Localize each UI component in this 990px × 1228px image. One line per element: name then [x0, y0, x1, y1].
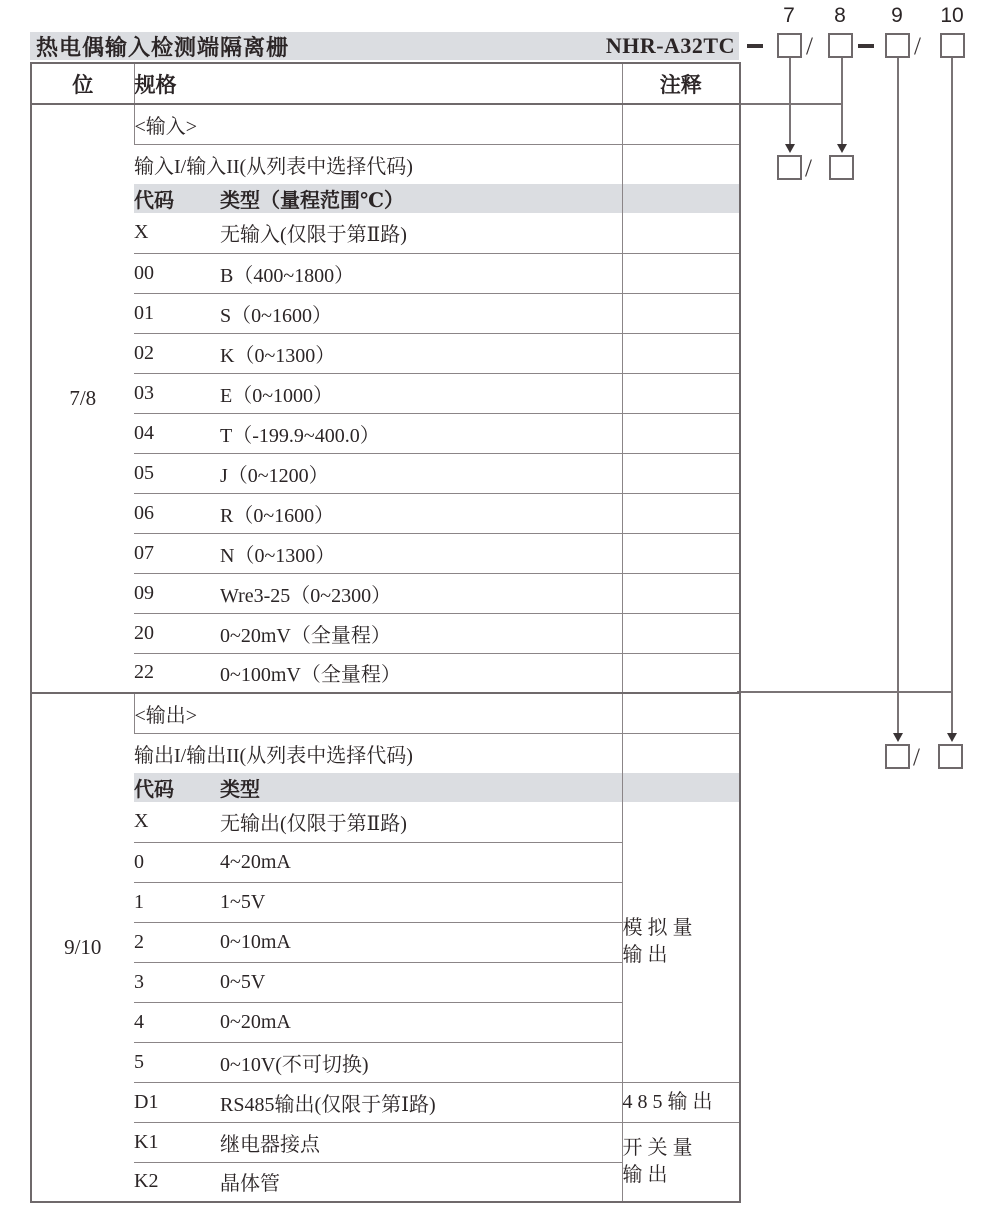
- arrow-down-icon: [837, 144, 847, 153]
- spec-value-cell: [134, 1042, 622, 1082]
- type-value: 0~10V(不可切换): [220, 1053, 369, 1076]
- spec-value-flex: [134, 807, 622, 836]
- type-value: 0~5V: [220, 970, 266, 993]
- arrow-down-icon: [785, 144, 795, 153]
- table-header-row: [31, 63, 740, 104]
- note-text: 输出: [622, 1163, 673, 1186]
- bit-cell: [31, 693, 134, 1202]
- spec-value-flex: [134, 891, 622, 914]
- table-row: [31, 453, 740, 493]
- spec-value-cell: [134, 293, 622, 333]
- spec-value-cell: [134, 922, 622, 962]
- code-position-label-9: 9: [891, 4, 903, 27]
- code-header-label: 代码: [134, 190, 174, 212]
- type-header-label: 类型（量程范围℃）: [220, 190, 404, 212]
- spec-value-flex: [134, 619, 622, 648]
- code-value: 09: [134, 581, 154, 604]
- subtitle-label: 输入I/输入II(从列表中选择代码): [134, 155, 413, 178]
- spec-value-cell: [134, 253, 622, 293]
- table-row: [31, 333, 740, 373]
- table-row: [31, 1082, 740, 1122]
- code-header-label: 代码: [134, 779, 174, 801]
- code-value: 07: [134, 541, 154, 564]
- code-value: 4: [134, 1010, 144, 1033]
- note-cell: [622, 1082, 740, 1122]
- code-value: K2: [134, 1170, 159, 1193]
- table-row: [31, 533, 740, 573]
- note-text: 模拟量: [622, 916, 698, 939]
- code-value: 20: [134, 621, 154, 644]
- type-value: 晶体管: [220, 1173, 280, 1196]
- spec-value-flex: [134, 1167, 622, 1196]
- code-value: 22: [134, 661, 154, 684]
- spec-value-flex: [134, 658, 622, 687]
- spec-subtitle-cell: [134, 733, 622, 773]
- type-value: N（0~1300）: [220, 544, 336, 567]
- spec-value-flex: [134, 459, 622, 488]
- type-header-label: 类型: [220, 779, 260, 801]
- spec-table: [30, 62, 741, 1203]
- code-header-cell: [134, 184, 622, 213]
- connector-line-10: [951, 58, 953, 733]
- note-cell-empty: [622, 773, 740, 802]
- note-text: 485输出: [622, 1090, 718, 1113]
- code-value: 06: [134, 501, 154, 524]
- code-header-flex: [134, 184, 622, 213]
- type-value: 0~20mA: [220, 1010, 291, 1033]
- dash-separator-icon: [858, 44, 874, 48]
- intro-label: <输入>: [134, 115, 198, 138]
- type-value: 0~10mA: [220, 930, 291, 953]
- intro-label: <输出>: [134, 704, 198, 727]
- code-value: X: [134, 221, 149, 244]
- type-value: 无输入(仅限于第Ⅱ路): [220, 224, 407, 247]
- code-position-label-10: 10: [940, 4, 964, 27]
- type-value: R（0~1600）: [220, 504, 335, 527]
- leader-line-input: [737, 103, 843, 105]
- note-cell-empty: [622, 573, 740, 613]
- arrow-down-icon: [893, 733, 903, 742]
- table-row: [31, 493, 740, 533]
- connector-line-7: [789, 58, 791, 144]
- code-value: 5: [134, 1050, 144, 1073]
- code-value: 3: [134, 970, 144, 993]
- note-text: 输出: [622, 943, 673, 966]
- note-cell-empty: [622, 104, 740, 144]
- output-code-box-10: [938, 744, 963, 769]
- spec-value-flex: [134, 339, 622, 368]
- spec-value-cell: [134, 882, 622, 922]
- spec-value-cell: [134, 842, 622, 882]
- spec-value-flex: [134, 971, 622, 994]
- spec-value-flex: [134, 1088, 622, 1117]
- spec-value-flex: [134, 1128, 622, 1157]
- code-header-flex: [134, 773, 622, 802]
- spec-value-cell: [134, 413, 622, 453]
- spec-value-flex: [134, 851, 622, 874]
- code-value: 00: [134, 261, 154, 284]
- note-cell: [622, 1122, 740, 1202]
- code-position-label-7: 7: [783, 4, 795, 27]
- type-value: K（0~1300）: [220, 344, 336, 367]
- note-cell: [622, 802, 740, 1082]
- code-value: 03: [134, 381, 154, 404]
- code-value: 0: [134, 850, 144, 873]
- spec-value-flex: [134, 499, 622, 528]
- spec-value-cell: [134, 802, 622, 842]
- spec-value-cell: [134, 613, 622, 653]
- note-cell-empty: [622, 333, 740, 373]
- dash-separator-icon: [747, 44, 763, 48]
- connector-line-8: [841, 58, 843, 144]
- spec-value-flex: [134, 379, 622, 408]
- type-value: 继电器接点: [220, 1133, 320, 1156]
- col-header-note: 注释: [622, 63, 740, 104]
- code-header-row: [31, 773, 740, 802]
- table-row: [31, 613, 740, 653]
- type-value: J（0~1200）: [220, 464, 329, 487]
- spec-subtitle-cell: [134, 144, 622, 184]
- code-value: 05: [134, 461, 154, 484]
- table-row: [31, 1122, 740, 1162]
- code-position-label-8: 8: [834, 4, 846, 27]
- spec-value-cell: [134, 1122, 622, 1162]
- code-header-cell: [134, 773, 622, 802]
- type-value: 1~5V: [220, 890, 266, 913]
- page-title: 热电偶输入检测端隔离栅: [36, 34, 290, 60]
- spec-intro-cell: [134, 104, 622, 144]
- spec-value-flex: [134, 931, 622, 954]
- code-box-9: [885, 33, 910, 58]
- output-code-box-9: [885, 744, 910, 769]
- spec-intro-cell: [134, 693, 622, 733]
- section-subtitle-row: [31, 144, 740, 184]
- code-value: 1: [134, 890, 144, 913]
- type-value: RS485输出(仅限于第Ⅰ路): [220, 1093, 436, 1116]
- spec-value-cell: [134, 333, 622, 373]
- note-cell-empty: [622, 253, 740, 293]
- spec-value-cell: [134, 653, 622, 693]
- table-row: [31, 253, 740, 293]
- table-row: [31, 373, 740, 413]
- type-value: Wre3-25（0~2300）: [220, 584, 392, 607]
- bit-label: 9/10: [64, 935, 102, 959]
- type-value: 0~20mV（全量程）: [220, 624, 391, 647]
- table-row: [31, 413, 740, 453]
- code-value: 02: [134, 341, 154, 364]
- note-cell-empty: [622, 213, 740, 253]
- code-value: 01: [134, 301, 154, 324]
- spec-value-flex: [134, 259, 622, 288]
- spec-value-flex: [134, 299, 622, 328]
- spec-value-flex: [134, 539, 622, 568]
- spec-value-cell: [134, 962, 622, 1002]
- code-value: D1: [134, 1090, 159, 1113]
- table-row: [31, 653, 740, 693]
- spec-value-cell: [134, 1002, 622, 1042]
- spec-value-cell: [134, 533, 622, 573]
- input-code-box-7: [777, 155, 802, 180]
- note-cell-empty: [622, 733, 740, 773]
- code-box-10: [940, 33, 965, 58]
- note-cell-empty: [622, 493, 740, 533]
- spec-value-cell: [134, 453, 622, 493]
- spec-value-cell: [134, 373, 622, 413]
- spec-value-flex: [134, 1048, 622, 1077]
- slash-separator: /: [914, 33, 921, 60]
- note-cell-empty: [622, 413, 740, 453]
- note-cell-empty: [622, 144, 740, 184]
- note-cell-empty: [622, 373, 740, 413]
- subtitle-label: 输出I/输出II(从列表中选择代码): [134, 744, 413, 767]
- note-cell-empty: [622, 453, 740, 493]
- type-value: 0~100mV（全量程）: [220, 664, 401, 687]
- code-value: 2: [134, 930, 144, 953]
- table-row: [31, 213, 740, 253]
- note-text: 开关量: [622, 1136, 698, 1159]
- note-cell-empty: [622, 184, 740, 213]
- code-value: X: [134, 810, 149, 833]
- code-value: K1: [134, 1130, 159, 1153]
- spec-value-cell: [134, 213, 622, 253]
- arrow-down-icon: [947, 733, 957, 742]
- input-code-box-8: [829, 155, 854, 180]
- bit-cell: [31, 104, 134, 693]
- table-row: [31, 573, 740, 613]
- model-number: NHR-A32TC: [605, 33, 735, 58]
- spec-value-cell: [134, 573, 622, 613]
- spec-value-flex: [134, 1011, 622, 1034]
- type-value: S（0~1600）: [220, 304, 332, 327]
- connector-line-9: [897, 58, 899, 733]
- section-subtitle-row: [31, 733, 740, 773]
- note-cell-empty: [622, 533, 740, 573]
- code-value: 04: [134, 421, 154, 444]
- slash-separator: /: [806, 33, 813, 60]
- type-value: 无输出(仅限于第Ⅱ路): [220, 813, 407, 836]
- spec-value-flex: [134, 218, 622, 247]
- leader-line-output: [737, 691, 953, 693]
- code-header-row: [31, 184, 740, 213]
- spec-value-flex: [134, 579, 622, 608]
- spec-value-cell: [134, 1162, 622, 1202]
- note-cell-empty: [622, 653, 740, 693]
- col-header-spec: 规格: [134, 63, 622, 104]
- title-bar: [30, 32, 739, 60]
- bit-label: 7/8: [69, 386, 97, 410]
- table-row: [31, 293, 740, 333]
- type-value: E（0~1000）: [220, 384, 334, 407]
- spec-value-cell: [134, 493, 622, 533]
- code-box-8: [828, 33, 853, 58]
- col-header-bit: 位: [31, 63, 134, 104]
- slash-separator: /: [913, 744, 920, 771]
- note-cell-empty: [622, 613, 740, 653]
- section-intro-row: [31, 104, 740, 144]
- spec-value-flex: [134, 419, 622, 448]
- slash-separator: /: [805, 155, 812, 182]
- type-value: B（400~1800）: [220, 264, 355, 287]
- table-row: [31, 802, 740, 842]
- type-value: T（-199.9~400.0）: [220, 424, 380, 447]
- note-cell-empty: [622, 693, 740, 733]
- spec-value-cell: [134, 1082, 622, 1122]
- code-box-7: [777, 33, 802, 58]
- note-cell-empty: [622, 293, 740, 333]
- section-intro-row: [31, 693, 740, 733]
- type-value: 4~20mA: [220, 850, 291, 873]
